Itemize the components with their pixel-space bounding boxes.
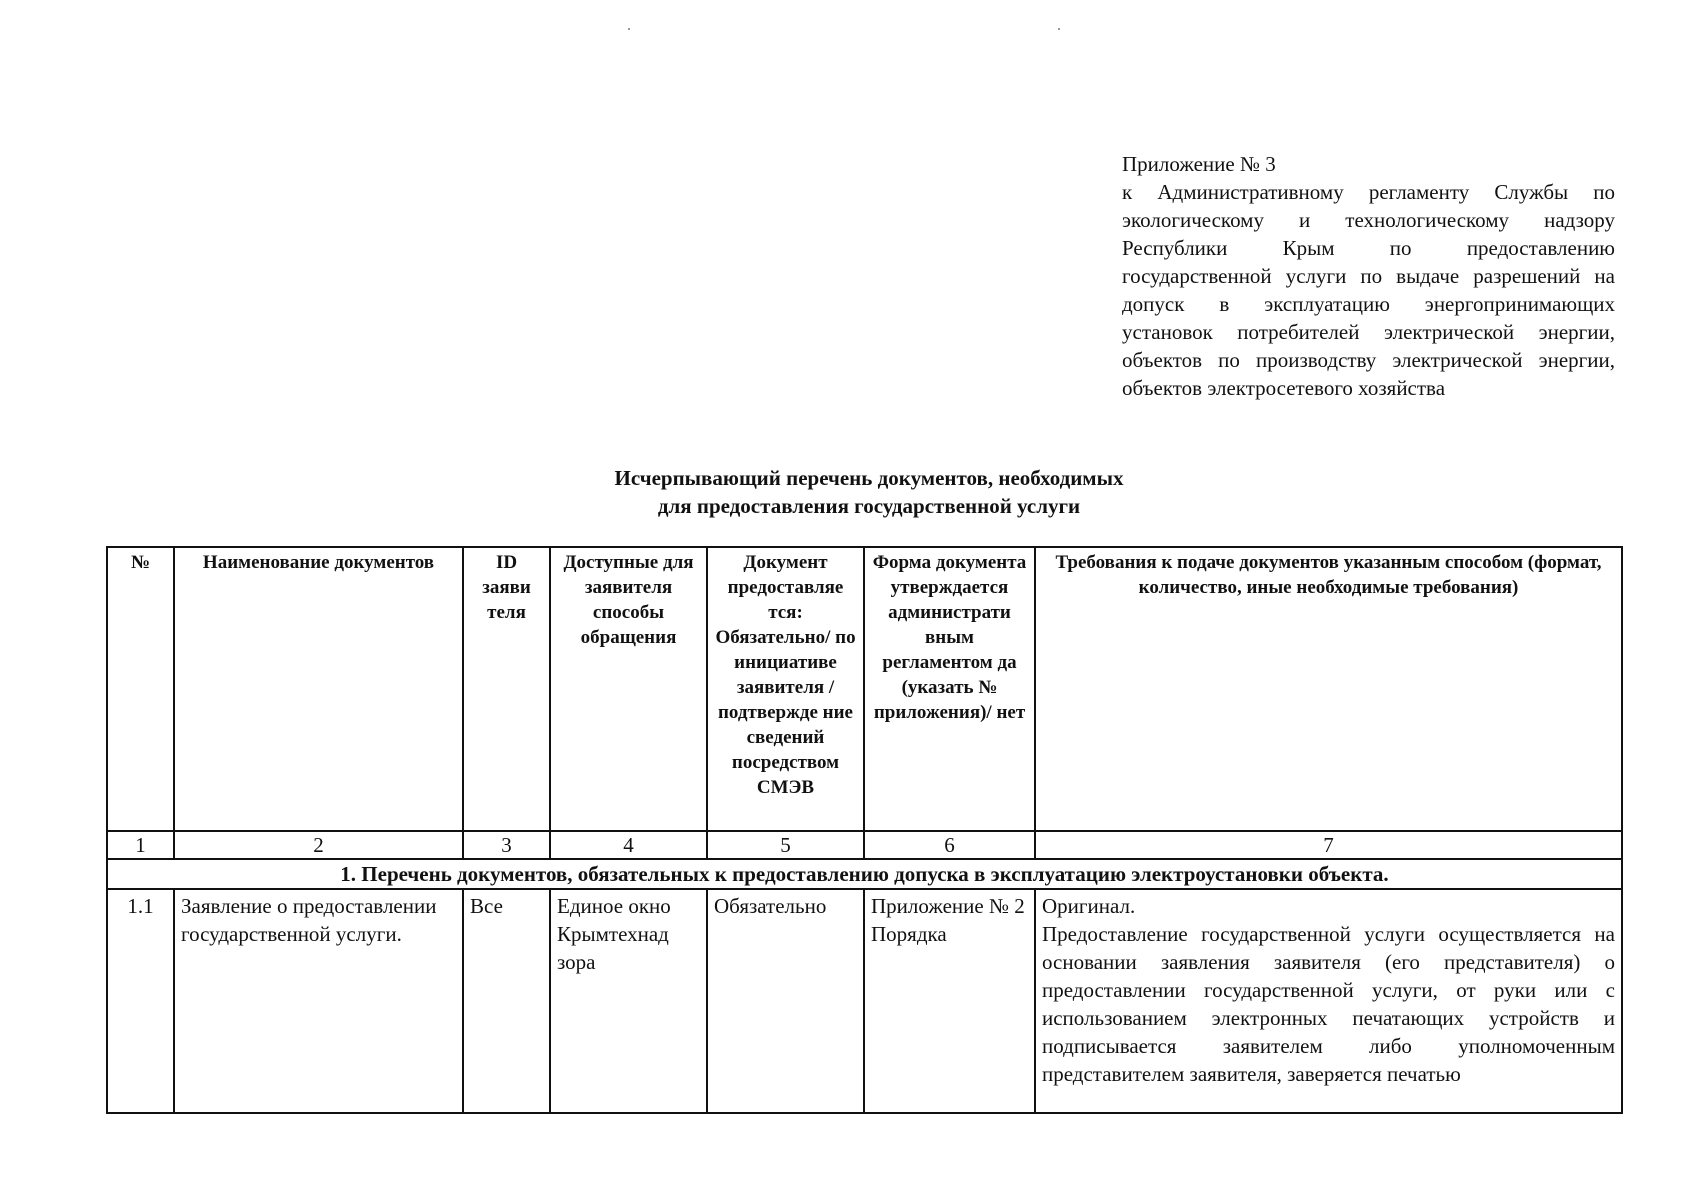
column-number: 3 [463,831,550,859]
scan-dot [1058,28,1060,30]
column-number: 5 [707,831,864,859]
appendix-text: к Административному регламенту Службы по экологическому и технологическому надзору Республики Крым по предоставлению государственной услуги по выдаче разрешений на допуск в эксплуатацию энергопринимающих установок потребителей электрической энергии, объектов по производству электрической энергии, объектов электросетевого хозяйства [1122,180,1615,400]
column-number-row [107,831,1622,859]
header-cell: № [107,547,174,831]
title-line-1: Исчерпывающий перечень документов, необходимых [614,466,1124,490]
column-number: 4 [550,831,707,859]
column-number: 7 [1035,831,1622,859]
requirement-original: Оригинал. [1042,894,1136,918]
document-name: Заявление о предоставлении государственной услуги. [174,889,463,1113]
requirement-text: Предоставление государственной услуги осуществляется на основании заявления заявителя (его представителя) о предоставлении государственной услуги, от руки или с использованием электронных печатающих устройств и подписывается заявителем либо уполномоченным представителем заявителя, заверяется печатью [1042,922,1615,1086]
column-number: 1 [107,831,174,859]
mandatory-status: Обязательно [707,889,864,1113]
form-reference: Приложение № 2 Порядка [864,889,1035,1113]
scan-dot [628,28,630,30]
submission-requirements [1035,889,1622,1113]
column-number: 6 [864,831,1035,859]
header-cell: Документ предоставляе тся: Обязательно/ по инициативе заявителя /подтвержде ние сведений посредством СМЭВ [707,547,864,831]
title-line-2: для предоставления государственной услуги [657,494,1081,518]
access-channel: Единое окно Крымтехнад зора [550,889,707,1113]
applicant-id: Все [463,889,550,1113]
documents-table [106,546,1623,1114]
header-cell: Требования к подаче документов указанным способом (формат, количество, иные необходимые требования) [1035,547,1622,831]
document-title [0,464,1696,520]
header-cell: Доступные для заявителя способы обращения [550,547,707,831]
header-cell: Наименование документов [174,547,463,831]
column-number: 2 [174,831,463,859]
header-cell: Форма документа утверждается администрати вным регламентом да (указать № приложения)/ нет [864,547,1035,831]
table-row [107,889,1622,1113]
section-heading: 1. Перечень документов, обязательных к предоставлению допуска в эксплуатацию электроустановки объекта. [107,859,1622,889]
row-number: 1.1 [107,889,174,1113]
appendix-number: Приложение № 3 [1122,152,1276,176]
appendix-note [1122,150,1615,402]
section-row [107,859,1622,889]
header-cell: ID заяви теля [463,547,550,831]
header-row [107,547,1622,831]
